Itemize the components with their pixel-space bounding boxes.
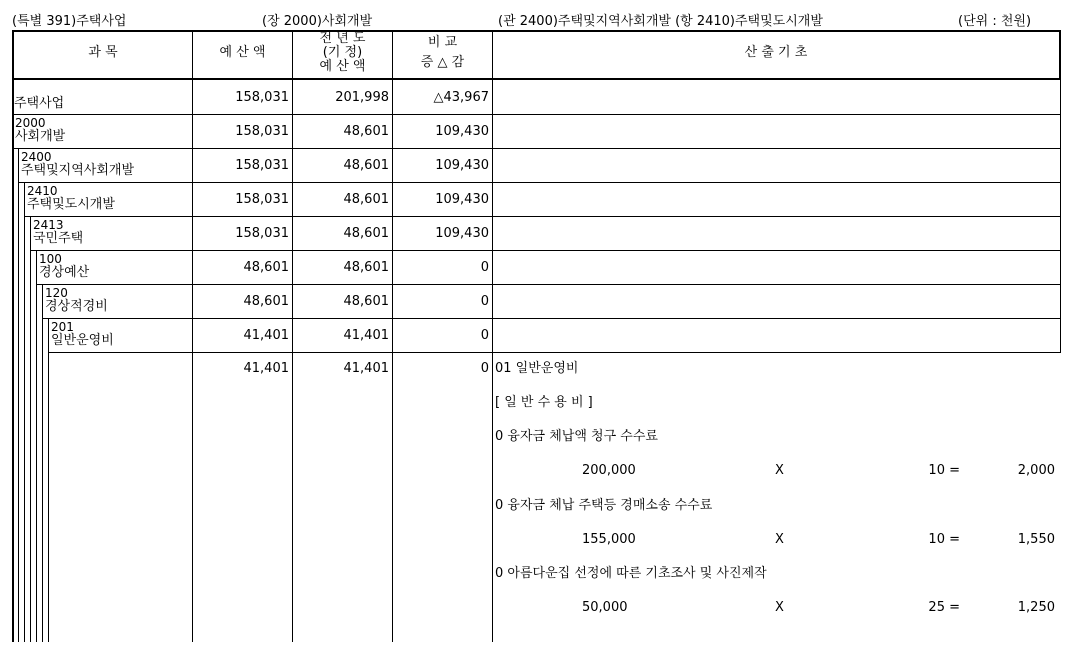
row-name: 주택및지역사회개발 — [21, 163, 135, 178]
row-name: 경상예산 — [39, 265, 90, 280]
indent-line — [30, 216, 31, 642]
col-divider-diff — [492, 30, 493, 642]
col-header-budget: 예 산 액 — [219, 45, 266, 60]
row-code: 2000 — [15, 116, 46, 130]
row-code: 100 — [39, 252, 62, 266]
indent-line — [42, 284, 43, 642]
gwan-hang-label: (관 2400)주택및지역사회개발 (항 2410)주택및도시개발 — [498, 14, 823, 29]
calc-item-total: 1,250 — [1017, 600, 1055, 615]
row-budget: 41,401 — [243, 328, 289, 343]
calc-item-qty: 25 = — [928, 600, 960, 615]
row-name: 일반운영비 — [51, 333, 114, 348]
calc-item-op: X — [775, 532, 784, 547]
row-name: 주택사업 — [14, 96, 65, 111]
detail-title: 01 일반운영비 — [495, 361, 579, 376]
row-divider — [25, 216, 1061, 217]
row-budget: 48,601 — [243, 294, 289, 309]
table-left-border — [12, 30, 14, 642]
col-header-prev-line1: 전 년 도 — [319, 31, 366, 46]
row-diff: △43,967 — [433, 90, 489, 105]
col-header-prev-line2: (기 정) — [322, 45, 363, 60]
unit-label: (단위 : 천원) — [958, 14, 1032, 29]
detail-diff: 0 — [480, 361, 489, 376]
special-account-label: (특별 391)주택사업 — [12, 14, 127, 29]
table-right-border — [1060, 80, 1061, 352]
row-diff: 109,430 — [435, 192, 489, 207]
row-diff: 109,430 — [435, 124, 489, 139]
row-budget: 158,031 — [235, 124, 289, 139]
row-divider — [43, 318, 1061, 319]
indent-line — [36, 250, 37, 642]
row-prev: 48,601 — [343, 294, 389, 309]
row-prev: 48,601 — [343, 124, 389, 139]
detail-category: [ 일 반 수 용 비 ] — [495, 395, 593, 410]
calc-item-desc: 0 융자금 체납 주택등 경매소송 수수료 — [495, 498, 713, 513]
row-prev: 48,601 — [343, 192, 389, 207]
row-diff: 0 — [480, 294, 489, 309]
row-divider — [31, 250, 1061, 251]
row-budget: 158,031 — [235, 192, 289, 207]
col-header-diff-line2: 증 △ 감 — [420, 55, 465, 70]
calc-item-amount: 50,000 — [582, 600, 628, 615]
calc-item-desc: 0 아름다운집 선정에 따른 기초조사 및 사진제작 — [495, 566, 767, 581]
row-divider — [37, 284, 1061, 285]
row-name: 주택및도시개발 — [27, 197, 115, 212]
row-code: 2410 — [27, 184, 58, 198]
detail-budget: 41,401 — [243, 361, 289, 376]
row-diff: 0 — [480, 328, 489, 343]
col-header-subject: 과 목 — [88, 45, 118, 60]
calc-item-total: 1,550 — [1017, 532, 1055, 547]
row-divider — [12, 148, 1061, 149]
row-prev: 48,601 — [343, 226, 389, 241]
row-divider — [12, 114, 1061, 115]
calc-item-amount: 155,000 — [582, 532, 636, 547]
row-diff: 0 — [480, 260, 489, 275]
detail-prev: 41,401 — [343, 361, 389, 376]
row-code: 2413 — [33, 218, 64, 232]
calc-item-amount: 200,000 — [582, 463, 636, 478]
row-name: 국민주택 — [33, 231, 84, 246]
indent-line — [48, 318, 49, 642]
row-budget: 158,031 — [235, 226, 289, 241]
row-code: 120 — [45, 286, 68, 300]
calc-item-desc: 0 융자금 체납액 청구 수수료 — [495, 429, 658, 444]
col-header-basis: 산 출 기 초 — [744, 45, 808, 60]
row-prev: 48,601 — [343, 158, 389, 173]
row-diff: 109,430 — [435, 226, 489, 241]
row-code: 201 — [51, 320, 74, 334]
row-divider — [49, 352, 1061, 353]
calc-item-op: X — [775, 600, 784, 615]
calc-item-qty: 10 = — [928, 532, 960, 547]
calc-item-qty: 10 = — [928, 463, 960, 478]
row-name: 사회개발 — [15, 129, 66, 144]
row-diff: 109,430 — [435, 158, 489, 173]
row-budget: 158,031 — [235, 158, 289, 173]
row-code: 2400 — [21, 150, 52, 164]
col-header-diff-line1: 비 교 — [427, 35, 458, 50]
row-budget: 48,601 — [243, 260, 289, 275]
table-top-border — [12, 30, 1061, 32]
row-divider — [19, 182, 1061, 183]
row-budget: 158,031 — [235, 90, 289, 105]
calc-item-op: X — [775, 463, 784, 478]
row-name: 경상적경비 — [45, 299, 108, 314]
indent-line — [18, 148, 19, 642]
indent-line — [24, 182, 25, 642]
row-prev: 201,998 — [335, 90, 389, 105]
col-header-prev-line3: 예 산 액 — [319, 59, 366, 74]
header-bottom-border — [12, 78, 1061, 80]
row-prev: 41,401 — [343, 328, 389, 343]
jang-label: (장 2000)사회개발 — [262, 14, 373, 29]
calc-item-total: 2,000 — [1017, 463, 1055, 478]
table-right-border — [1059, 30, 1061, 80]
row-prev: 48,601 — [343, 260, 389, 275]
